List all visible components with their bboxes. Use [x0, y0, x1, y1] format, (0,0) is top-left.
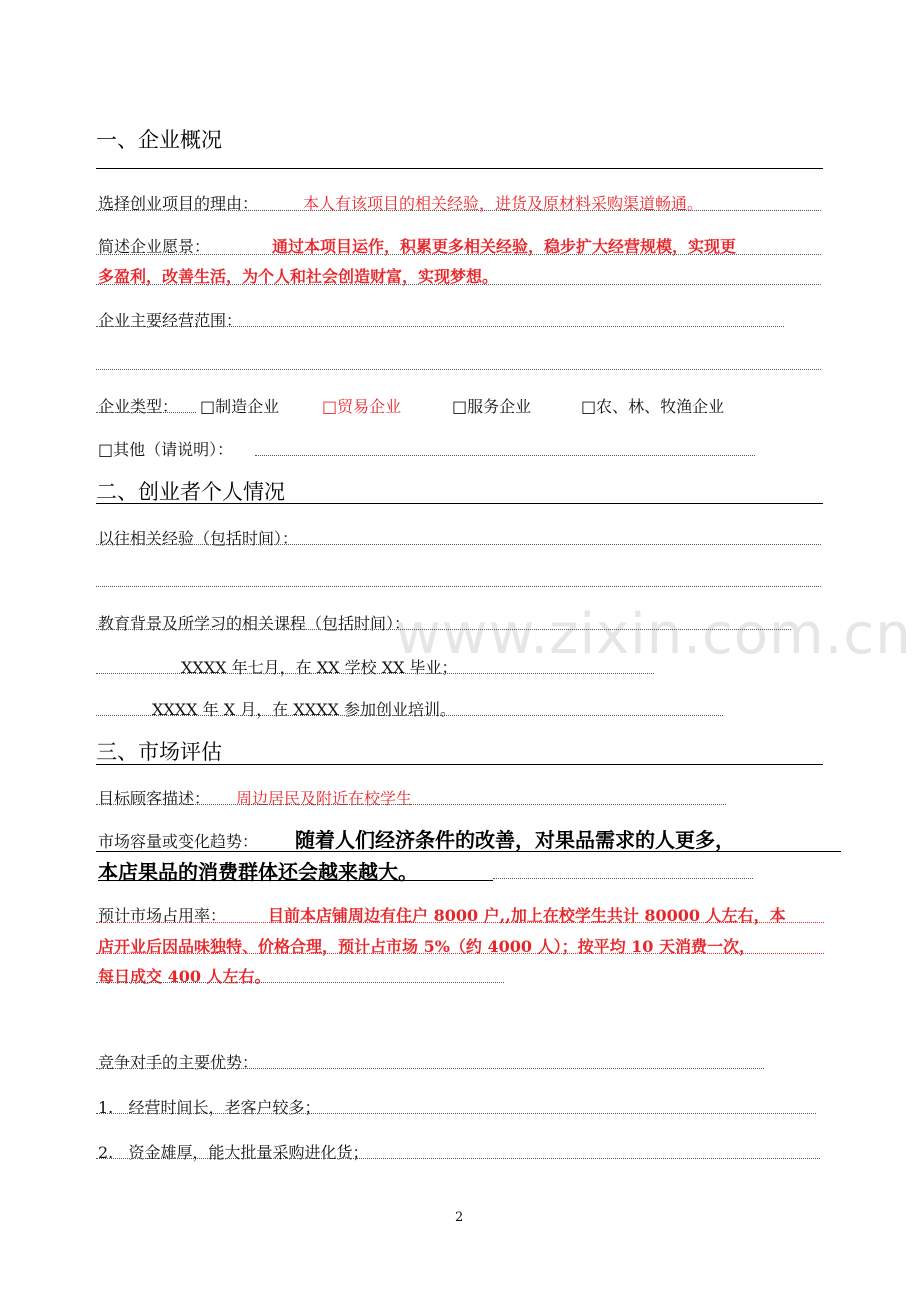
section-rule-3: [96, 764, 823, 765]
vision-underline-1: [96, 254, 821, 255]
section-heading-2: 二、创业者个人情况: [96, 480, 285, 504]
capacity-line-1[interactable]: 随着人们经济条件的改善，对果品需求的人更多，: [295, 828, 735, 852]
type-option-agriculture[interactable]: □农、林、牧渔企业: [581, 397, 725, 416]
share-label: 预计市场占用率：: [98, 906, 227, 925]
vision-underline-2: [96, 284, 821, 285]
reason-value[interactable]: 本人有该项目的相关经验，进货及原材料采购渠道畅通。: [303, 194, 704, 213]
capacity-underline-1: [96, 851, 841, 852]
page-number: 2: [455, 1210, 464, 1225]
capacity-underline-tail: [493, 878, 753, 879]
share-underline-1: [96, 922, 824, 923]
section-rule-2: [96, 503, 823, 504]
reason-label: 选择创业项目的理由：: [98, 194, 259, 213]
watermark: www.zixin.com.cn: [395, 602, 912, 667]
type-underline: [96, 412, 196, 413]
type-option-manufacturing[interactable]: □制造企业: [200, 397, 280, 416]
competitor-item-2[interactable]: 2. 资金雄厚，能大批量采购进化货；: [98, 1143, 369, 1162]
scope-label: 企业主要经营范围：: [98, 311, 243, 330]
other-underline[interactable]: [255, 455, 755, 456]
capacity-line-2[interactable]: 本店果品的消费群体还会越来越大。: [98, 860, 418, 884]
type-label: 企业类型：: [98, 397, 179, 416]
experience-label: 以往相关经验（包括时间）：: [98, 529, 299, 548]
type-option-service[interactable]: □服务企业: [452, 397, 532, 416]
scope-underline-2[interactable]: [96, 369, 821, 370]
competitor-item-1[interactable]: 1. 经营时间长，老客户较多；: [98, 1098, 321, 1117]
education-entry-2[interactable]: XXXX 年 X 月，在 XXXX 参加创业培训。: [152, 700, 456, 719]
capacity-label: 市场容量或变化趋势：: [98, 832, 259, 851]
education-entry-1[interactable]: XXXX 年七月，在 XX 学校 XX 毕业；: [181, 658, 458, 677]
competitor-label: 竞争对手的主要优势：: [98, 1053, 259, 1072]
target-label: 目标顾客描述：: [98, 789, 211, 808]
education-entry-underline-2: [96, 715, 723, 716]
capacity-underline-2: [98, 880, 493, 881]
education-underline: [96, 629, 791, 630]
education-entry-underline-1: [96, 673, 654, 674]
experience-underline-2[interactable]: [96, 586, 821, 587]
vision-line-2[interactable]: 多盈利，改善生活，为个人和社会创造财富，实现梦想。: [98, 267, 499, 286]
type-option-trade[interactable]: □贸易企业: [322, 397, 402, 416]
share-line-2[interactable]: 店开业后因品味独特、价格合理，预计占市场 5%（约 4000 人）；按平均 10 天消费一次，: [98, 937, 755, 956]
share-line-3[interactable]: 每日成交 400 人左右。: [98, 967, 271, 986]
scope-underline-1[interactable]: [96, 326, 784, 327]
target-value[interactable]: 周边居民及附近在校学生: [236, 789, 413, 808]
share-underline-3: [96, 982, 504, 983]
competitor-underline: [96, 1068, 764, 1069]
section-rule-1: [96, 168, 823, 169]
reason-underline: [96, 210, 821, 211]
target-underline: [96, 804, 726, 805]
section-heading-1: 一、企业概况: [96, 128, 222, 152]
vision-line-1[interactable]: 通过本项目运作，积累更多相关经验，稳步扩大经营规模，实现更: [272, 237, 737, 256]
share-underline-2: [96, 953, 824, 954]
experience-underline-1[interactable]: [96, 544, 821, 545]
vision-label: 简述企业愿景：: [98, 237, 211, 256]
type-option-other[interactable]: □其他（请说明）：: [98, 440, 234, 459]
section-heading-3: 三、市场评估: [96, 740, 222, 764]
education-label: 教育背景及所学习的相关课程（包括时间）：: [98, 614, 411, 633]
competitor-item-underline-2: [96, 1158, 820, 1159]
share-line-1[interactable]: 目前本店铺周边有住户 8000 户,,加上在校学生共计 80000 人左右，本: [268, 906, 786, 925]
competitor-item-underline-1: [96, 1113, 816, 1114]
